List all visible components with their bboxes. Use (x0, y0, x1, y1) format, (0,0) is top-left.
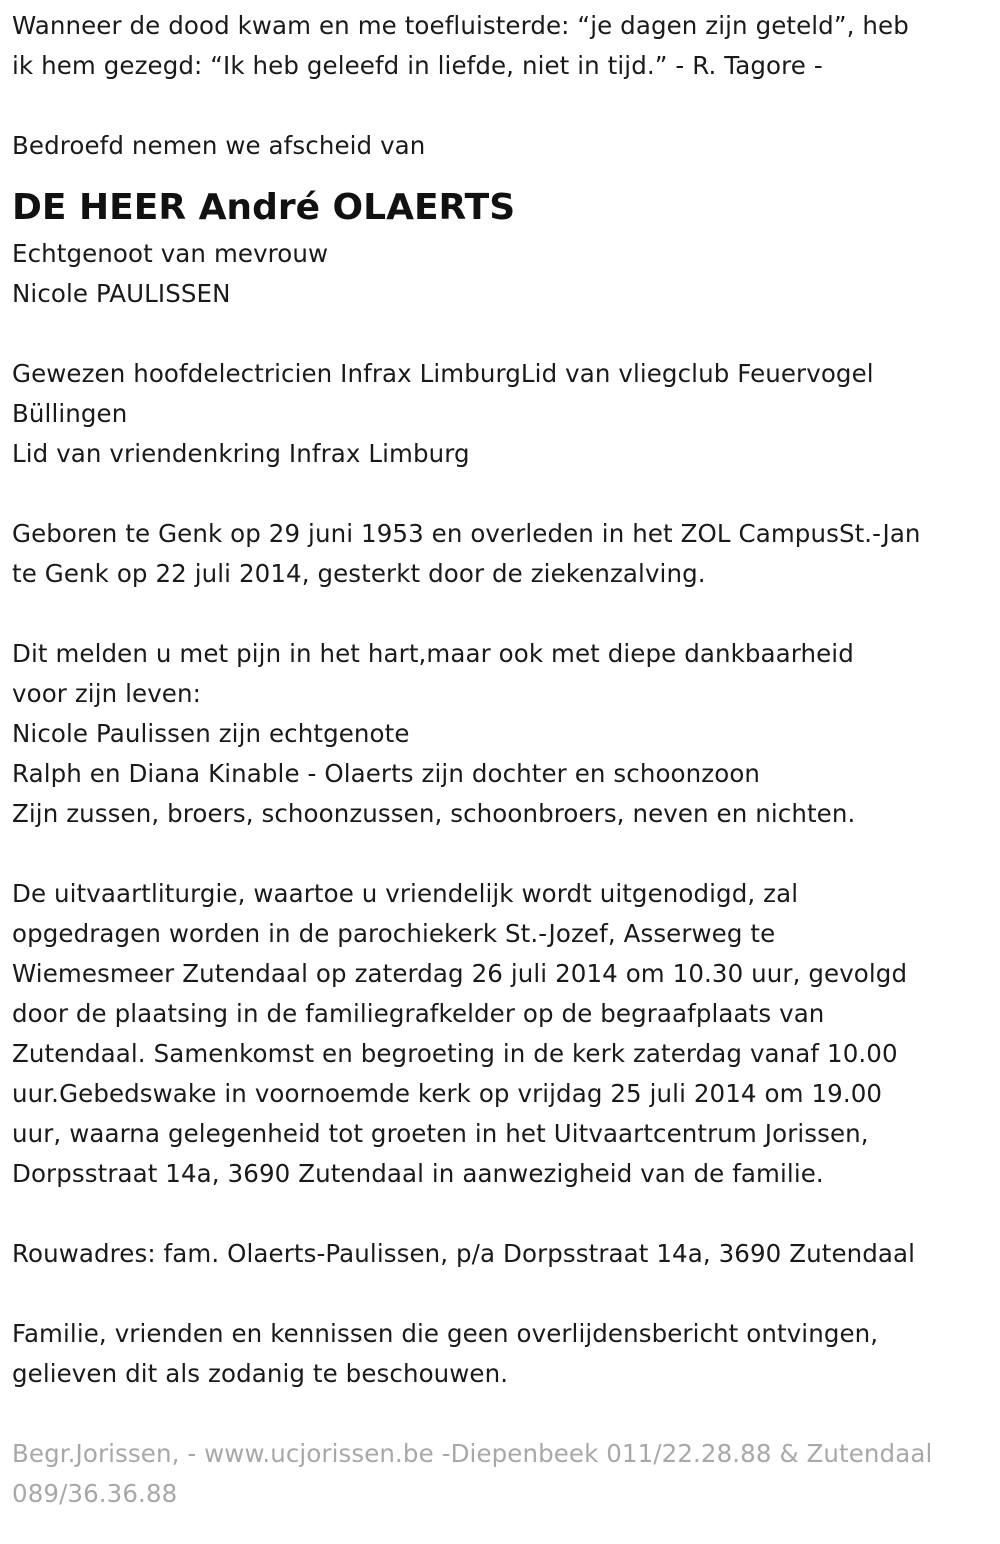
funeral-block (12, 874, 988, 1194)
role-line: Büllingen (12, 399, 128, 428)
spacer (12, 1394, 988, 1434)
family-line: Dit melden u met pijn in het hart,maar ook met diepe dankbaarheid (12, 639, 854, 668)
spacer (12, 594, 988, 634)
funeral-home-footer (12, 1434, 988, 1514)
spacer (12, 314, 988, 354)
footer-line: Begr.Jorissen, - www.ucjorissen.be -Diepenbeek 011/22.28.88 & Zutendaal (12, 1439, 933, 1468)
roles-block (12, 354, 988, 474)
family-line: Nicole Paulissen zijn echtgenote (12, 719, 410, 748)
funeral-line: uur, waarna gelegenheid tot groeten in het Uitvaartcentrum Jorissen, (12, 1119, 869, 1148)
closing-line: gelieven dit als zodanig te beschouwen. (12, 1359, 509, 1388)
closing-block (12, 1314, 988, 1394)
birth-death-line: te Genk op 22 juli 2014, gesterkt door de ziekenzalving. (12, 559, 706, 588)
spacer (12, 474, 988, 514)
family-line: Zijn zussen, broers, schoonzussen, schoonbroers, neven en nichten. (12, 799, 856, 828)
family-block (12, 634, 988, 834)
family-line: voor zijn leven: (12, 679, 201, 708)
funeral-line: uur.Gebedswake in voornoemde kerk op vrijdag 25 juli 2014 om 19.00 (12, 1079, 883, 1108)
spacer (12, 86, 988, 126)
funeral-line: Dorpsstraat 14a, 3690 Zutendaal in aanwezigheid van de familie. (12, 1159, 824, 1188)
funeral-line: Zutendaal. Samenkomst en begroeting in de kerk zaterdag vanaf 10.00 (12, 1039, 898, 1068)
funeral-line: opgedragen worden in de parochiekerk St.-Jozef, Asserweg te (12, 919, 776, 948)
intro-text: Bedroefd nemen we afscheid van (12, 131, 426, 160)
mourning-address: Rouwadres: fam. Olaerts-Paulissen, p/a Dorpsstraat 14a, 3690 Zutendaal (12, 1239, 916, 1268)
spacer (12, 1194, 988, 1234)
spouse-block (12, 234, 988, 314)
quote-line: Wanneer de dood kwam en me toefluisterde: “je dagen zijn geteld”, heb (12, 11, 909, 40)
role-line: Gewezen hoofdelectricien Infrax LimburgLid van vliegclub Feuervogel (12, 359, 874, 388)
footer-line: 089/36.36.88 (12, 1479, 178, 1508)
funeral-line: door de plaatsing in de familiegrafkelder op de begraafplaats van (12, 999, 825, 1028)
spacer (12, 834, 988, 874)
quote-block (12, 6, 988, 86)
spouse-line: Nicole PAULISSEN (12, 279, 231, 308)
closing-line: Familie, vrienden en kennissen die geen overlijdensbericht ontvingen, (12, 1319, 879, 1348)
role-line: Lid van vriendenkring Infrax Limburg (12, 439, 470, 468)
spouse-line: Echtgenoot van mevrouw (12, 239, 329, 268)
funeral-line: De uitvaartliturgie, waartoe u vriendelijk wordt uitgenodigd, zal (12, 879, 799, 908)
family-line: Ralph en Diana Kinable - Olaerts zijn dochter en schoonzoon (12, 759, 761, 788)
birth-death-line: Geboren te Genk op 29 juni 1953 en overleden in het ZOL CampusSt.-Jan (12, 519, 921, 548)
birth-death-block (12, 514, 988, 594)
quote-line: ik hem gezegd: “Ik heb geleefd in liefde, niet in tijd.” - R. Tagore - (12, 51, 823, 80)
spacer (12, 1274, 988, 1314)
funeral-line: Wiemesmeer Zutendaal op zaterdag 26 juli 2014 om 10.30 uur, gevolgd (12, 959, 908, 988)
deceased-name-heading: DE HEER André OLAERTS (12, 187, 516, 228)
